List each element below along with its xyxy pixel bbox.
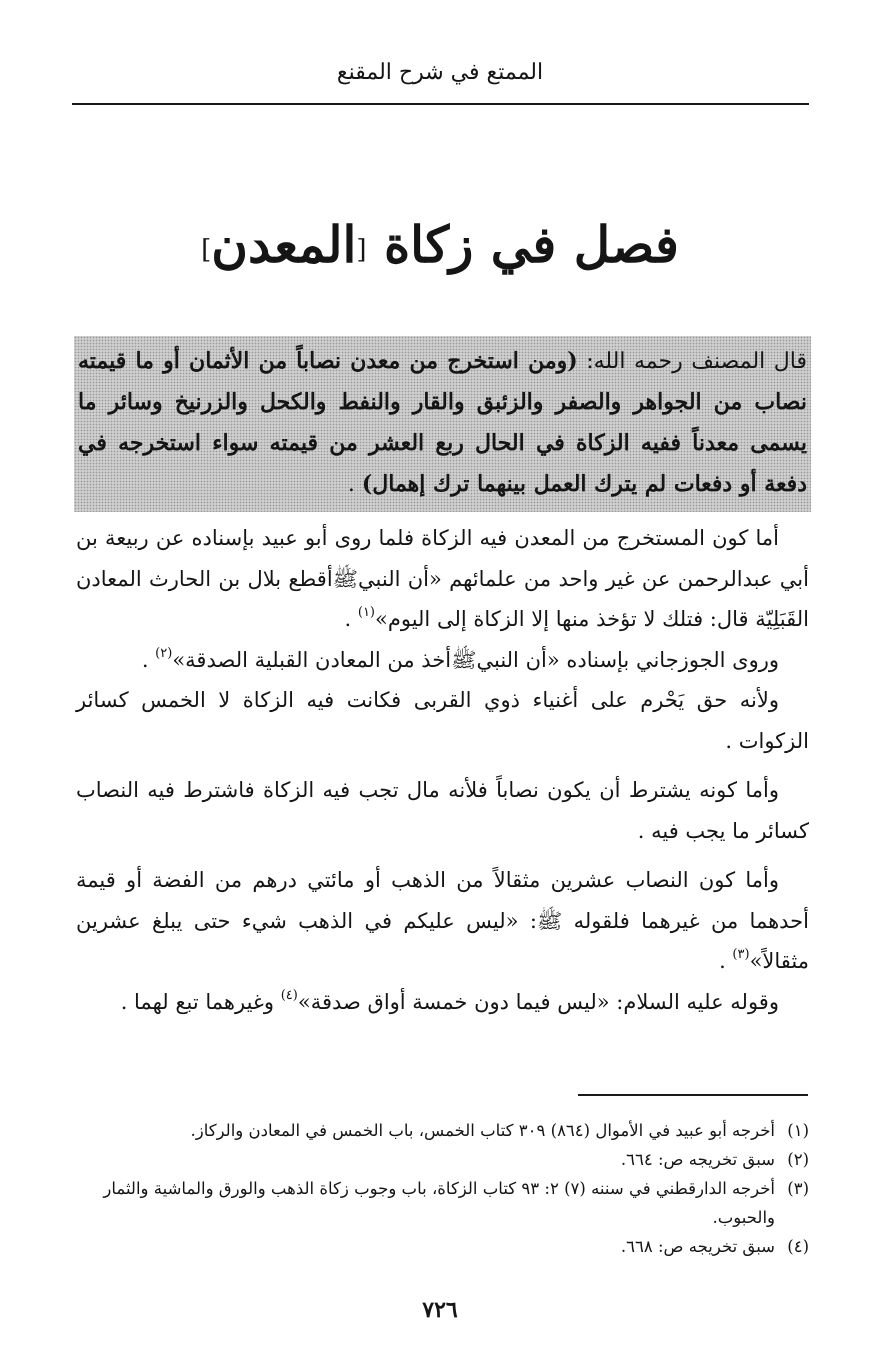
section-title-main: فصل في زكاة — [383, 215, 679, 274]
section-title — [72, 205, 808, 290]
paragraph-6-end: وغيرهما تبع لهما . — [120, 989, 281, 1014]
footnote-2 — [100, 1145, 809, 1174]
paragraph-6-text: وقوله عليه السلام: «ليس فيما دون خمسة أواق صدقة» — [297, 989, 779, 1014]
page-number: ٧٢٦ — [422, 1297, 458, 1323]
footnote-text: أخرجه الدارقطني في سننه (٧) ٢: ٩٣ كتاب الزكاة، باب وجوب زكاة الذهب والورق والماشية والثمار والحبوب. — [103, 1179, 775, 1227]
footnote-number: (٢) — [787, 1150, 809, 1169]
paragraph-2-end: . — [141, 647, 156, 672]
header-rule — [72, 103, 809, 105]
footnote-3 — [100, 1174, 809, 1232]
section-title-bracketed-group — [201, 215, 366, 274]
footnote-rule — [578, 1094, 808, 1096]
footnote-number: (١) — [787, 1121, 809, 1140]
footnote-text: أخرجه أبو عبيد في الأموال (٨٦٤) ٣٠٩ كتاب الخمس، باب الخمس في المعادن والركاز. — [190, 1121, 775, 1140]
paragraph-5-text: وأما كون النصاب عشرين مثقالاً من الذهب أو مائتي درهم من الفضة أو قيمة أحدهما من غيرهما فلقوله ﷺ: «ليس عليكم في الذهب شيء حتى يبلغ عشرين مثقالاً» — [76, 868, 809, 973]
footnote-ref-4[interactable]: (٤) — [280, 987, 298, 1003]
footnote-4 — [100, 1232, 809, 1261]
paragraph-5 — [76, 860, 809, 982]
footnote-1 — [100, 1116, 809, 1145]
paragraph-2 — [76, 640, 809, 681]
paragraph-5-end: . — [719, 949, 733, 973]
matn-lead: قال المصنف رحمه الله: — [586, 349, 807, 374]
paragraph-1-end: . — [344, 607, 358, 631]
section-title-bracketed-word: المعدن — [211, 215, 357, 274]
paragraph-1-text: أما كون المستخرج من المعدن فيه الزكاة فلما روى أبو عبيد بإسناده عن ربيعة بن أبي عبدالرحمن عن غير واحد من علمائهم «أن النبيﷺأقطع بلال بن الحارث المعادن القَبَلِيّة قال: فتلك لا تؤخذ منها إلا الزكاة إلى اليوم» — [76, 526, 809, 631]
footnote-ref-1[interactable]: (١) — [357, 605, 375, 620]
matn-quote: (ومن استخرج من معدن نصاباً من الأثمان أو ما قيمته نصاب من الجواهر والصفر والزئبق والقار والنفط والكحل والزرنيخ وسائر ما يسمى معدناً ففيه الزكاة في الحال ربع العشر من قيمته سواء استخرجه في دفعة أو دفعات لم يترك العمل بينهما ترك إهمال) — [78, 348, 807, 497]
paragraph-6 — [76, 982, 809, 1023]
paragraph-4: وأما كونه يشترط أن يكون نصاباً فلأنه مال تجب فيه الزكاة فاشترط فيه النصاب كسائر ما يجب فيه . — [76, 778, 809, 843]
matn-end: . — [347, 472, 362, 497]
footnote-number: (٤) — [787, 1237, 809, 1256]
paragraph-3: ولأنه حق يَحْرم على أغنياء ذوي القربى فكانت فيه الزكاة لا الخمس كسائر الزكوات . — [76, 688, 809, 753]
footnotes — [100, 1116, 809, 1261]
footnote-ref-2[interactable]: (٢) — [155, 645, 173, 661]
footnote-ref-3[interactable]: (٣) — [732, 947, 750, 962]
bracket-open: [ — [356, 235, 367, 265]
bracket-close: ] — [201, 235, 212, 265]
footnote-text: سبق تخريجه ص: ٦٦٨. — [620, 1237, 775, 1256]
commentary-body — [76, 518, 809, 1022]
running-header: الممتع في شرح المقنع — [336, 60, 544, 85]
footnote-text: سبق تخريجه ص: ٦٦٤. — [620, 1150, 775, 1169]
paragraph-1 — [76, 518, 809, 640]
paragraph-2-text: وروى الجوزجاني بإسناده «أن النبيﷺأخذ من المعادن القبلية الصدقة» — [172, 647, 779, 672]
matn-highlight-box — [74, 336, 811, 512]
footnote-number: (٣) — [787, 1179, 809, 1198]
matn-text — [74, 336, 811, 505]
